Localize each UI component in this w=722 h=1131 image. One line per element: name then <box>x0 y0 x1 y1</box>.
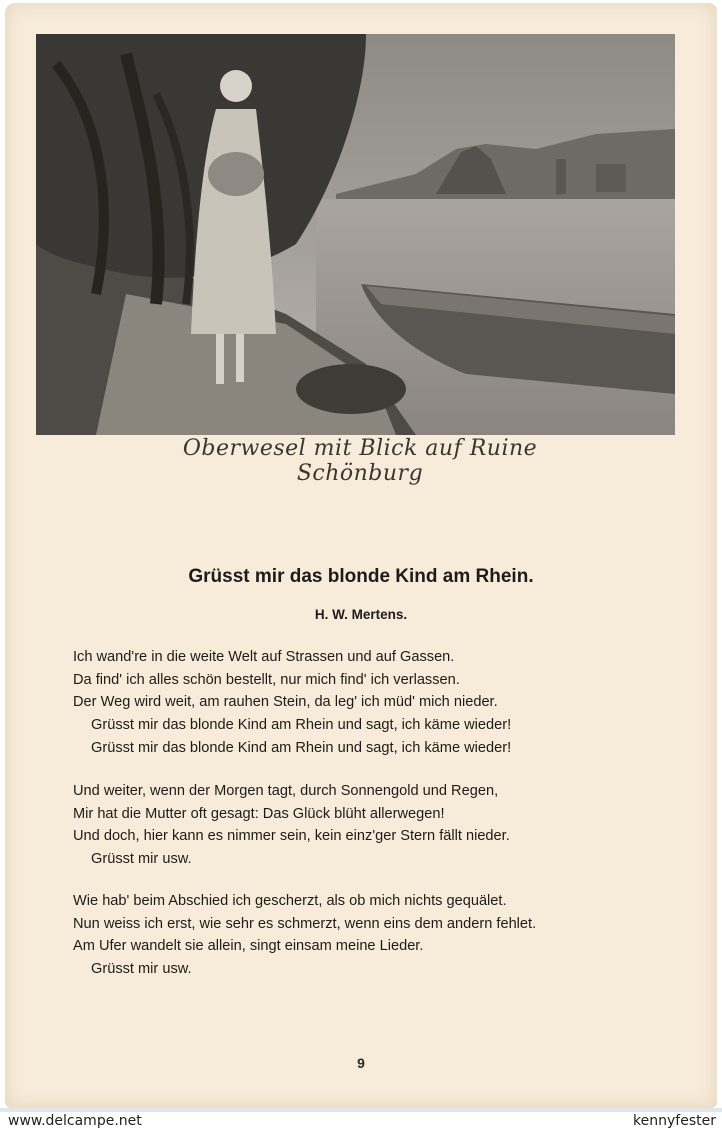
poem-title: Grüsst mir das blonde Kind am Rhein. <box>188 566 534 587</box>
verse-line: Und weiter, wenn der Morgen tagt, durch Sonnengold und Regen, <box>73 783 499 799</box>
verse-line: Da find' ich alles schön bestellt, nur mich find' ich verlassen. <box>73 671 460 688</box>
refrain-line: Grüsst mir usw. <box>91 851 192 868</box>
illustration-caption: Oberwesel mit Blick auf Ruine Schönburg <box>182 436 538 486</box>
poem-author: H. W. Mertens. <box>314 607 408 622</box>
page-number: 9 <box>357 1055 365 1071</box>
verse-line: Am Ufer wandelt sie allein, singt einsam meine Lieder. <box>73 938 424 955</box>
verse-line: Und doch, hier kann es nimmer sein, kein einz'ger Stern fällt nieder. <box>73 828 510 845</box>
refrain-line: Grüsst mir usw. <box>91 961 192 978</box>
illustration <box>36 34 675 435</box>
watermark-site: www.delcampe.net <box>8 1113 142 1129</box>
watermark-seller: kennyfester <box>633 1113 716 1129</box>
stanza-2 <box>73 780 653 871</box>
verse-line: Wie hab' beim Abschied ich gescherzt, als ob mich nichts gequälet. <box>73 893 507 909</box>
verse-line: Mir hat die Mutter oft gesagt: Das Glück blüht allerwegen! <box>73 805 445 822</box>
verse-line: Der Weg wird weit, am rauhen Stein, da leg' ich müd' mich nieder. <box>73 694 498 711</box>
scan-edge <box>0 1108 722 1112</box>
verse-line: Nun weiss ich erst, wie sehr es schmerzt, wenn eins dem andern fehlet. <box>73 915 537 932</box>
stanza-1 <box>73 646 653 760</box>
refrain-line: Grüsst mir das blonde Kind am Rhein und sagt, ich käme wieder! <box>91 739 512 756</box>
verse-line: Ich wand're in die weite Welt auf Strassen und auf Gassen. <box>73 649 455 665</box>
refrain-line: Grüsst mir das blonde Kind am Rhein und sagt, ich käme wieder! <box>91 717 512 734</box>
stanza-3 <box>73 890 653 981</box>
